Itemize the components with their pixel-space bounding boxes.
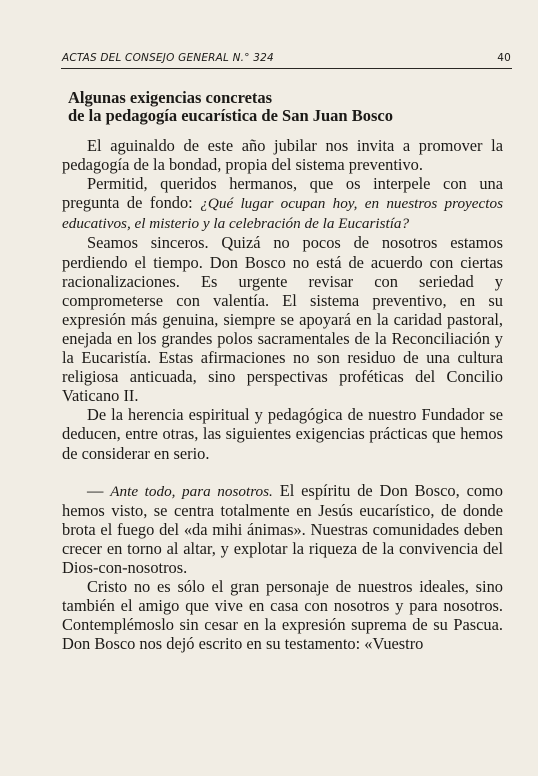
paragraph-5: [62, 481, 503, 577]
running-title: ACTAS DEL CONSEJO GENERAL N.° 324: [62, 52, 274, 64]
section-title-line-2: de la pedagogía eucarística de San Juan Bosco: [68, 106, 393, 125]
body-text: [62, 136, 503, 653]
paragraph-3: Seamos sinceros. Quizá no pocos de nosotros estamos perdiendo el tiempo. Don Bosco no está de acuerdo con ciertas racionalizaciones. Es urgente revisar con seriedad y comprometerse con valentía. El sistema preventivo, en su expresión más genuina, siempre se apoyará en la caridad pastoral, enejada en los grandes polos sacramentales de la Reconciliación y la Eucaristía. Estas afirmaciones no son residuo de una cultura religiosa anticuada, sino perspectivas proféticas del Concilio Vaticano II.: [62, 233, 503, 406]
paragraph-2-lead: Permitid, queridos hermanos, que os interpele con una pregunta de fondo:: [62, 174, 503, 213]
paragraph-4: De la herencia espiritual y pedagógica de nuestro Fundador se deducen, entre otras, las siguientes exigencias prácticas que hemos de considerar en serio.: [62, 405, 503, 463]
running-header: [61, 52, 512, 69]
paragraph-2-question: ¿Qué lugar ocupan hoy, en nuestros proyectos educativos, el misterio y la celebración de la Eucaristía?: [62, 195, 503, 233]
section-title-line-1: Algunas exigencias concretas: [68, 88, 273, 107]
paragraph-6: Cristo no es sólo el gran personaje de nuestros ideales, sino también el amigo que vive en casa con nosotros y para nosotros. Contemplémoslo sin cesar en la expresión suprema de su Pascua. Don Bosco nos dejó escrito en su testamento: «Vuestro: [62, 577, 503, 654]
paragraph-5-heading: Ante todo, para nosotros.: [110, 482, 273, 500]
page-number: 40: [497, 52, 511, 64]
paragraph-5-text: El espíritu de Don Bosco, como hemos visto, se centra totalmente en Jesús eucarístico, de donde brota el fuego del «da mihi ánimas». Nuestras comunidades deben crecer en torno al altar, y explotar la riqueza de la convivencia del Dios-con-nosotros.: [62, 480, 503, 577]
paragraph-5-dash: —: [87, 480, 111, 500]
paragraph-2: [62, 174, 503, 233]
paragraph-1: El aguinaldo de este año jubilar nos invita a promover la pedagogía de la bondad, propia del sistema preventivo.: [62, 136, 503, 175]
section-title: [68, 89, 468, 125]
